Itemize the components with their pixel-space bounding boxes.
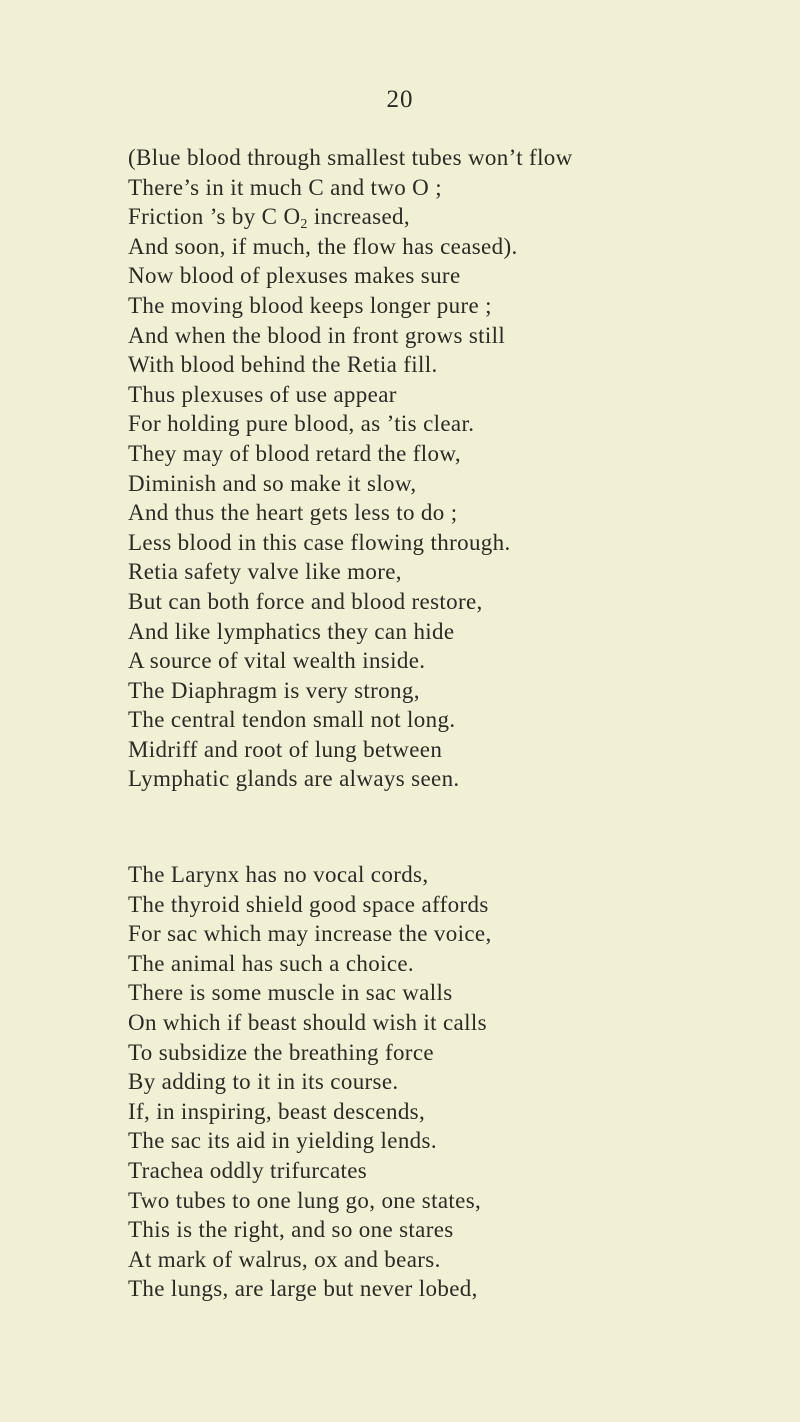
- poem-line: Trachea oddly trifurcates: [128, 1157, 368, 1183]
- friction-prefix: Friction ’s by C O: [128, 204, 301, 230]
- poem-line: By adding to it in its course.: [128, 1069, 399, 1095]
- poem-line: The moving blood keeps longer pure ;: [128, 292, 492, 318]
- poem-line: If, in inspiring, beast descends,: [128, 1098, 426, 1124]
- poem-line: The Larynx has no vocal cords,: [128, 862, 429, 887]
- poem-line: With blood behind the Retia fill.: [128, 352, 438, 378]
- poem-line: Now blood of plexuses makes sure: [128, 263, 461, 289]
- poem-line: Thus plexuses of use appear: [128, 381, 397, 407]
- poem-line: Lymphatic glands are always seen.: [128, 766, 460, 792]
- poem-line-friction: [128, 202, 573, 232]
- poem-line: There’s in it much C and two O ;: [128, 174, 442, 200]
- poem-line: The sac its aid in yielding lends.: [128, 1128, 437, 1154]
- poem-line: Midriff and root of lung between: [128, 736, 443, 762]
- poem-line: For sac which may increase the voice,: [128, 921, 492, 947]
- poem-line: On which if beast should wish it calls: [128, 1009, 487, 1035]
- poem-line: This is the right, and so one stares: [128, 1217, 454, 1243]
- poem-line: But can both force and blood restore,: [128, 588, 483, 614]
- poem-line: Two tubes to one lung go, one states,: [128, 1187, 482, 1213]
- poem-line: A source of vital wealth inside.: [128, 648, 426, 674]
- poem-line: Less blood in this case flowing through.: [128, 529, 511, 555]
- poem-line: The animal has such a choice.: [128, 950, 415, 976]
- poem-line: At mark of walrus, ox and bears.: [128, 1246, 441, 1272]
- poem-line: Diminish and so make it slow,: [128, 470, 417, 496]
- poem-line: The thyroid shield good space affords: [128, 891, 489, 917]
- poem-line: The central tendon small not long.: [128, 707, 456, 733]
- page-number: 20: [386, 86, 414, 113]
- poem-line: Retia safety valve like more,: [128, 559, 402, 585]
- poem-line: And thus the heart gets less to do ;: [128, 500, 458, 526]
- poem-line: The lungs, are large but never lobed,: [128, 1276, 478, 1302]
- subscript-two: 2: [300, 217, 308, 233]
- poem-line: And when the blood in front grows still: [128, 322, 506, 348]
- poem-line: The Diaphragm is very strong,: [128, 677, 420, 703]
- poem-line: To subsidize the breathing force: [128, 1039, 434, 1065]
- poem-stanza-1: [128, 143, 573, 794]
- friction-suffix: increased,: [307, 204, 410, 230]
- poem-line: There is some muscle in sac walls: [128, 980, 453, 1006]
- poem-line: They may of blood retard the flow,: [128, 440, 461, 466]
- poem-line: And like lymphatics they can hide: [128, 618, 455, 644]
- poem-line: For holding pure blood, as ’tis clear.: [128, 411, 475, 437]
- poem-line: (Blue blood through smallest tubes won’t flow: [128, 145, 573, 170]
- poem-stanza-2: [128, 860, 492, 1304]
- poem-line: And soon, if much, the flow has ceased).: [128, 233, 518, 259]
